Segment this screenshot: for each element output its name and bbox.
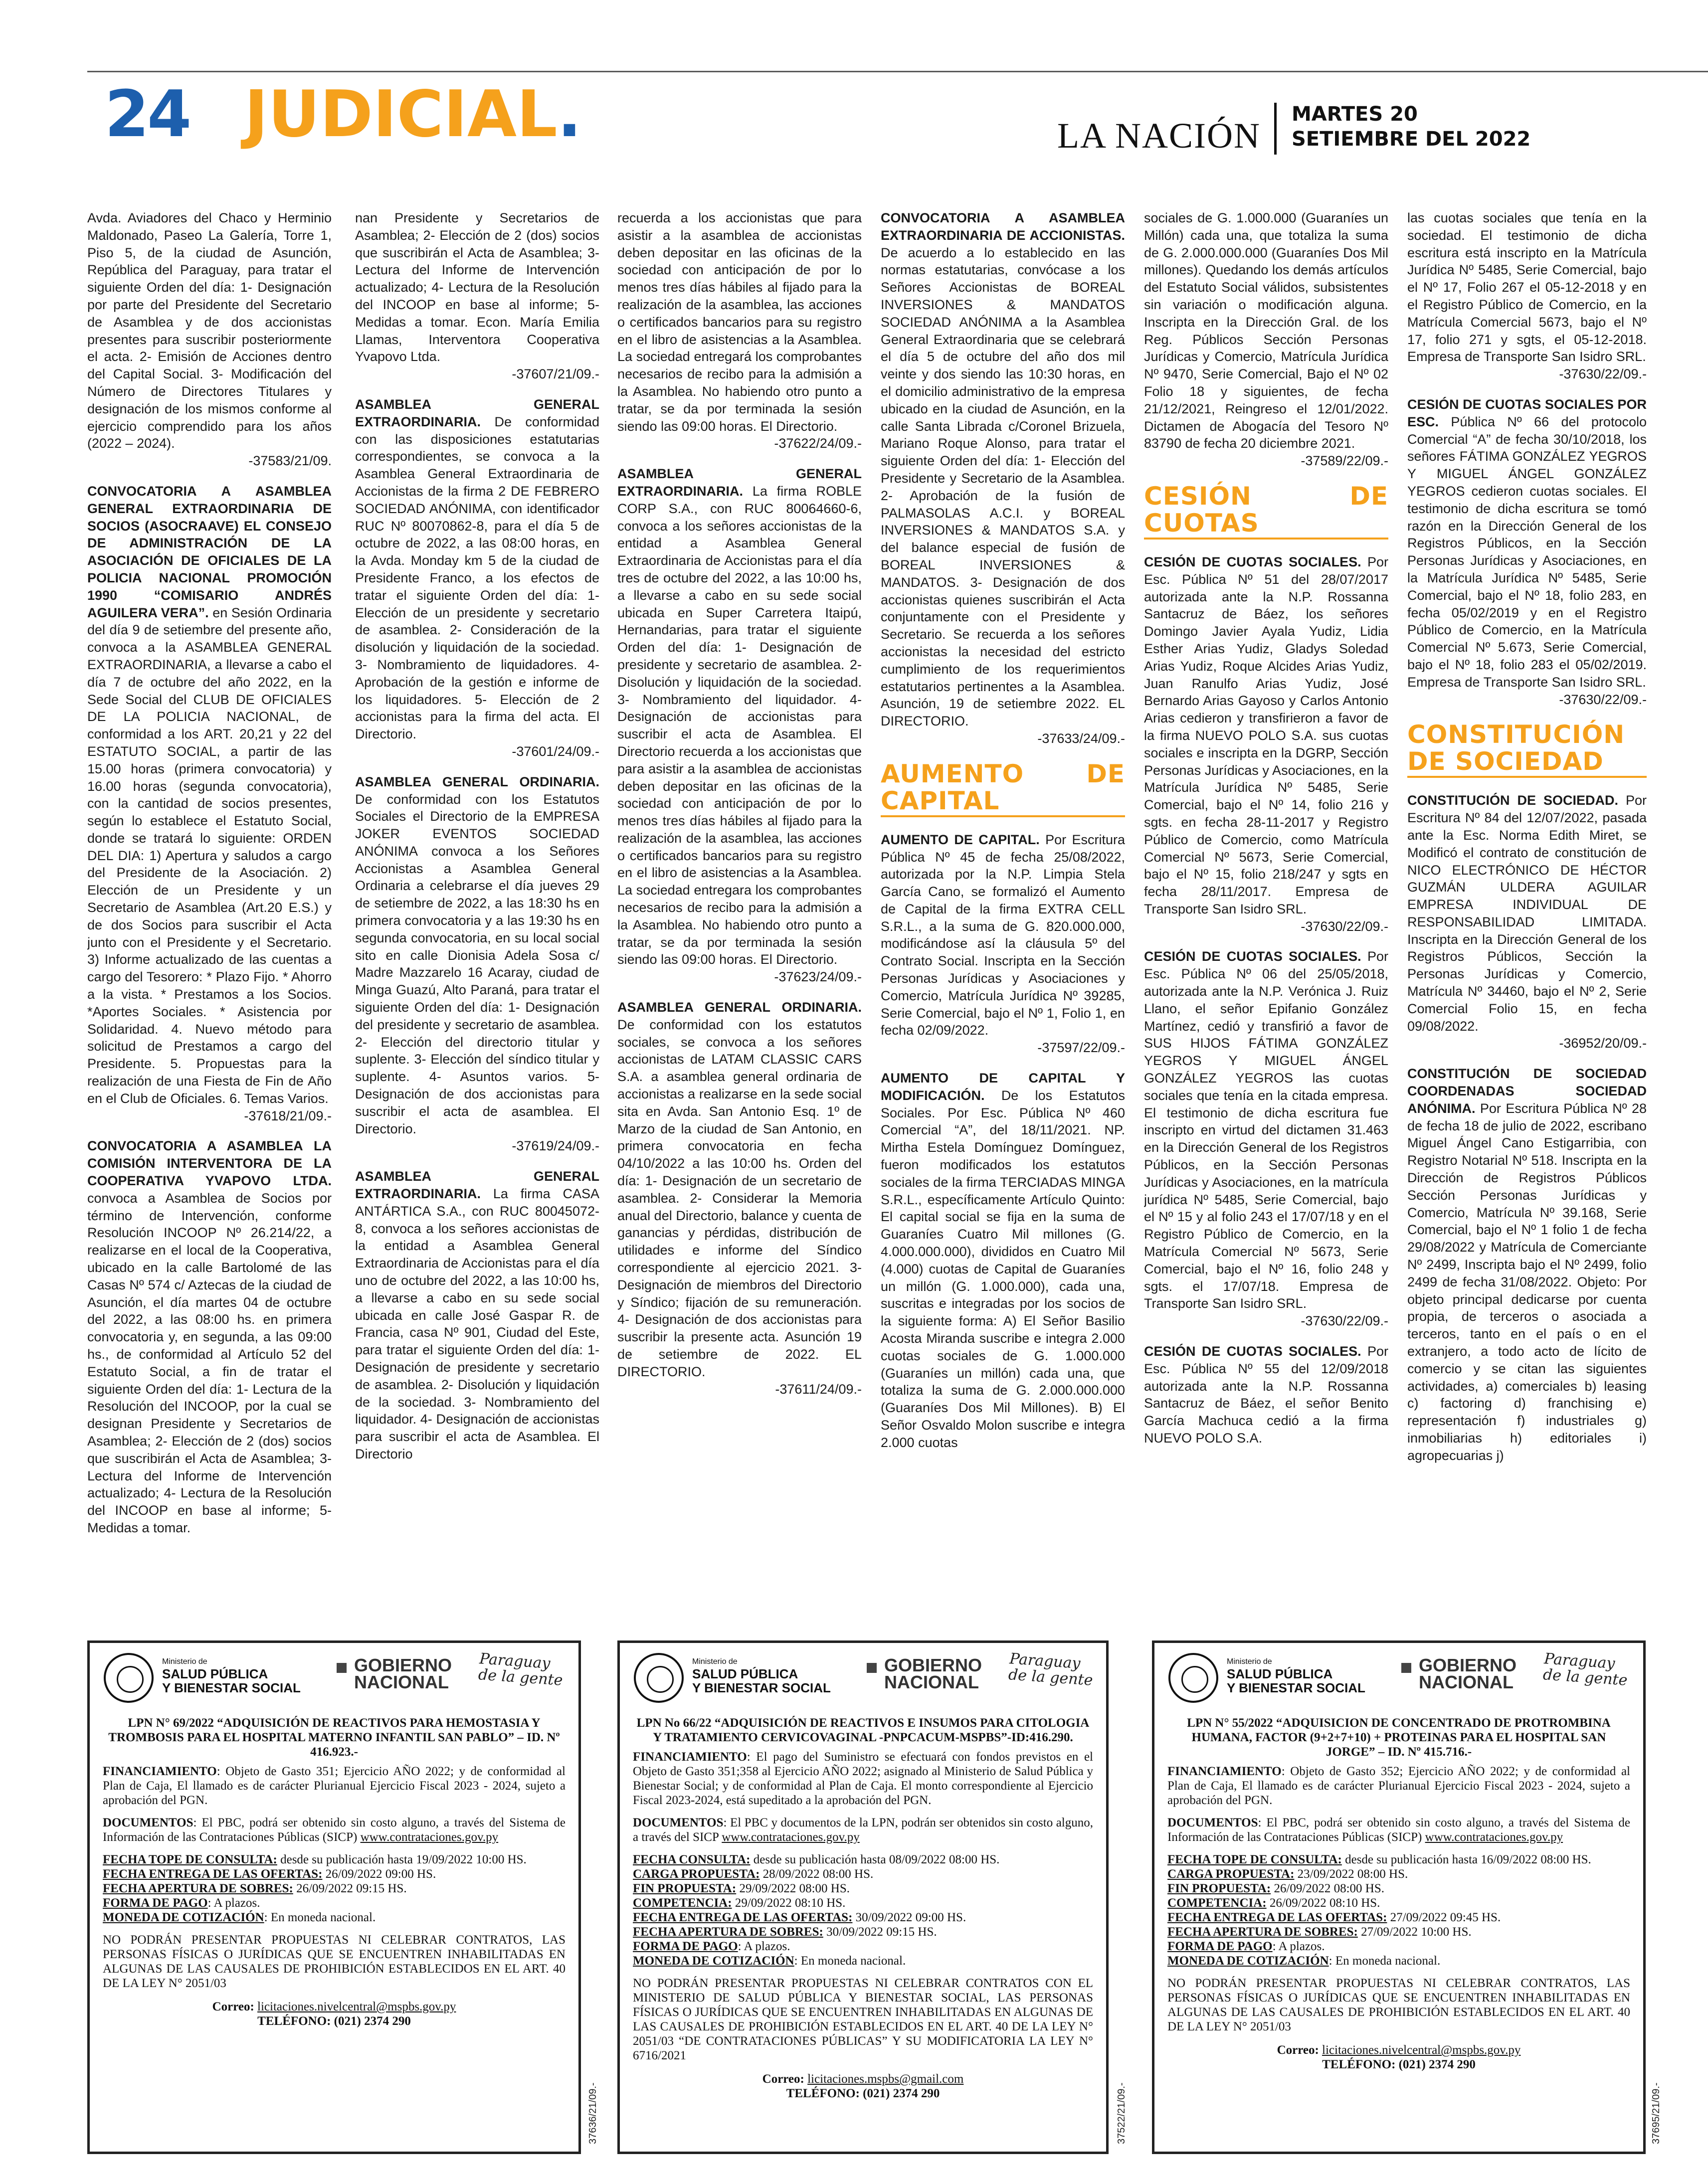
slogan-logo	[1542, 1651, 1629, 1689]
contact-info	[1167, 2043, 1630, 2072]
notice-body: De los Estatutos Sociales. Por Esc. Pública Nº 460 Comercial “A”, del 18/11/2021. NP. Mirtha Estela Domínguez Domínguez, fueron modificados los estatutos sociales de la firma TERCIADAS MINGA S.R.L., específicamente Artículo Quinto: El capital social se fija en la suma de Guaraníes Cuatro Mil millones (G. 4.000.000.000), divididos en Cuatro Mil (4.000) cuotas de Capital de Guaraníes un millón (G. 1.000.000), cada una, suscritas e integradas por los socios de la siguiente forma: A) El Señor Basilio Acosta Miranda suscribe e integra 2.000 cuotas sociales de G. 1.000.000 (Guaraníes un millón) cada una, que totaliza la suma de G. 2.000.000.000 (Guaraníes Dos Mil Millones). B) El Señor Osvaldo Molon suscribe e integra 2.000 cuotas	[881, 1088, 1125, 1450]
date-label: FORMA DE PAGO	[103, 1896, 208, 1910]
notice-body: convoca a Asamblea de Socios por término de Intervención, conforme Resolución INCOOP Nº 26.214/22, a realizarse en el local de la Cooperativa, ubicado en la calle Bartolomé de las Casas Nº 574 c/ Aztecas de la ciudad de Asunción, el día martes 04 de octubre del 2022, a las 08:00 hs. en primera convocatoria y, en segunda, a las 09:00 hs., de conformidad al Artículo 52 del Estatuto Social, a fin de tratar el siguiente Orden del día: 1- Lectura de la Resolución del INCOOP, por la cual se designan Presidente y Secretarios de Asamblea; 2- Elección de 2 (dos) socios que suscribirán el Acta de Asamblea; 3- Lectura del Informe de Intervención actualizado; 4- Lectura de la Resolución del INCOOP en base al informe; 5- Medidas a tomar.	[87, 1190, 332, 1535]
legal-notice	[355, 209, 599, 383]
column-5	[1144, 209, 1388, 1606]
notice-reference: -37630/22/09.-	[1559, 692, 1647, 707]
email-label: Correo:	[212, 2000, 258, 2013]
date-value: : A plazos.	[738, 1940, 790, 1953]
notice-reference: -37619/24/09.-	[512, 1138, 599, 1154]
legal-notice	[1407, 1065, 1647, 1464]
notice-reference: -37622/24/09.-	[774, 436, 862, 451]
tender-date-row	[103, 1852, 566, 1867]
notice-body: Por Escritura Nº 84 del 12/07/2022, pasada ante la Esc. Norma Edith Miret, se Modificó el contrato de constitución de NICO ELECTRÓNICO DE HÉCTOR GUZMÁN ULDERA AGUILAR EMPRESA INDIVIDUAL DE RESPONSABILIDAD LIMITADA. Inscripta en la Dirección General de los Registros Públicos, Sección la Personas Jurídicas y Comercio, Matrícula Nº 34460, bajo el Nº 2, Serie Comercial Folio 15, en fecha 09/08/2022.	[1407, 793, 1647, 1034]
legal-notice	[617, 209, 862, 452]
notice-body: Por Escritura Pública Nº 45 de fecha 25/08/2022, autorizada por la N.P. Limpia Stela García Cano, se formalizó el Aumento de Capital de la firma EXTRA CELL S.R.L., a la suma de G. 820.000.000, modificándose así la cláusula 5º del Contrato Social. Inscripta en la Sección Personas Jurídicas y Asociaciones y Comercio, Matrícula Jurídica Nº 39285, Serie Comercial, bajo el Nº 1, Folio 1, en fecha 02/09/2022.	[881, 832, 1125, 1038]
date-value: 30/09/2022 09:15 HS.	[823, 1925, 937, 1939]
documents-link[interactable]: www.contrataciones.gov.py	[1425, 1830, 1563, 1844]
legal-notice	[1144, 553, 1388, 935]
date-label: FECHA APERTURA DE SOBRES:	[103, 1882, 293, 1895]
date-value: : En moneda nacional.	[1328, 1954, 1441, 1968]
prohibition-warning: NO PODRÁN PRESENTAR PROPUESTAS NI CELEBRAR CONTRATOS CON EL MINISTERIO DE SALUD PÚBLICA Y BIENESTAR SOCIAL, LAS PERSONAS FÍSICAS O JURÍDICAS QUE SE ENCUENTREN INHABILITADAS EN ALGUNAS DE LAS CAUSALES DE PROHIBICIÓN ESTABLECIDOS EN EL ART. 40 DE LA LEY N° 2051/03 “DE CONTRATACIONES PÚBLICAS” Y SU MODIFICATORIA LA LEY N° 6716/2021	[633, 1977, 1093, 2062]
tender-dates	[1167, 1852, 1630, 1968]
financing-paragraph	[1167, 1764, 1630, 1808]
page-number: 24	[105, 77, 190, 152]
tender-date-row	[103, 1910, 566, 1925]
legal-notice	[87, 483, 332, 1124]
legal-notice	[1407, 209, 1647, 383]
notice-reference: -37630/22/09.-	[1559, 366, 1647, 382]
date-value: 28/09/2022 08:00 HS.	[759, 1867, 874, 1881]
date-label: FECHA ENTREGA DE LAS OFERTAS:	[633, 1911, 853, 1924]
legal-notice	[1144, 1343, 1388, 1447]
notice-title: ASAMBLEA GENERAL EXTRAORDINARIA.	[617, 466, 862, 499]
documents-link[interactable]: www.contrataciones.gov.py	[722, 1830, 860, 1844]
financing-paragraph	[103, 1764, 566, 1808]
ad-3-reference: 37695/21/09.-	[1651, 2082, 1662, 2144]
masthead-separator	[1274, 103, 1277, 155]
ministry-logo	[1227, 1657, 1365, 1695]
contact-email-line	[633, 2072, 1093, 2086]
notice-title: CONVOCATORIA A ASAMBLEA LA COMISIÓN INTERVENTORA DE LA COOPERATIVA YVAPOVO LTDA.	[87, 1138, 332, 1189]
date-value: 30/09/2022 09:00 HS.	[852, 1911, 966, 1924]
legal-notice	[1144, 209, 1388, 470]
notice-reference: -37601/24/09.-	[512, 743, 599, 759]
date-label: FECHA ENTREGA DE LAS OFERTAS:	[103, 1867, 323, 1881]
ad-header	[620, 1643, 1106, 1713]
legal-notice	[1144, 948, 1388, 1330]
ad-body	[1154, 1716, 1643, 2072]
section-title	[244, 77, 582, 152]
date-label: FORMA DE PAGO	[1167, 1940, 1273, 1953]
tender-dates	[103, 1852, 566, 1925]
notice-title: AUMENTO DE CAPITAL Y MODIFICACIÓN.	[881, 1071, 1125, 1103]
national-seal-icon	[104, 1653, 154, 1703]
date-value: 29/09/2022 08:00 HS.	[736, 1882, 850, 1895]
tender-dates	[633, 1852, 1093, 1968]
ministry-logo	[162, 1657, 301, 1695]
slogan-line-2: de la gente	[1007, 1666, 1094, 1689]
legal-notice	[881, 1070, 1125, 1452]
notice-title: CONVOCATORIA A ASAMBLEA GENERAL EXTRAORDINARIA DE SOCIOS (ASOCRAAVE) EL CONSEJO DE ADMINISTRACIÓN DE LA ASOCIACIÓN DE OFICIALES DE LA POLICIA NACIONAL PROMOCIÓN 1990 “COMISARIO ANDRÉS AGUILERA VERA”.	[87, 483, 332, 620]
tender-date-row	[633, 1910, 1093, 1925]
date-value: 29/09/2022 08:10 HS.	[732, 1896, 846, 1910]
tender-date-row	[1167, 1910, 1630, 1925]
date-value: 26/09/2022 08:00 HS.	[1271, 1882, 1384, 1895]
email-label: Correo:	[1277, 2043, 1323, 2057]
notice-title: CESIÓN DE CUOTAS SOCIALES POR ESC.	[1407, 396, 1647, 429]
notice-reference: -36952/20/09.-	[1559, 1036, 1647, 1051]
issue-date-day: MARTES 20	[1292, 103, 1418, 126]
slogan-line-2: de la gente	[1542, 1666, 1628, 1689]
ministry-name-1: SALUD PÚBLICA	[692, 1666, 798, 1681]
date-label: MONEDA DE COTIZACIÓN	[633, 1954, 794, 1968]
date-label: COMPETENCIA:	[1167, 1896, 1267, 1910]
government-logo	[1419, 1657, 1517, 1691]
email-link[interactable]: licitaciones.nivelcentral@mspbs.gov.py	[1322, 2043, 1521, 2057]
date-value: desde su publicación hasta 19/09/2022 10:00 HS.	[277, 1853, 527, 1866]
financing-text: : El pago del Suministro se efectuará con fondos previstos en el Objeto de Gasto 351;358 al Ejercicio AÑO 2022; asignado al Ministerio de Salud Pública y Bienestar Social; y de conformidad al Plan de Caja. El monto correspondiente al Ejercicio Fiscal 2023-2024, está supeditado a la aprobación del PGN.	[633, 1750, 1093, 1807]
notice-body: Avda. Aviadores del Chaco y Herminio Maldonado, Paseo La Galería, Torre 1, Piso 5, de la ciudad de Asunción, República del Paraguay, para tratar el siguiente Orden del día: 1- Designación por parte del Presidente del Secretario de Asamblea y de dos accionistas presentes para suscribir posteriormente el acta. 2- Emisión de Acciones dentro del Capital Social. 3- Modificación del Número de Directores Titulares y designación de los mismos conforme al ejercicio comprendido para los años (2022 – 2024).	[87, 210, 332, 451]
column-4	[881, 209, 1125, 1606]
date-value: : En moneda nacional.	[794, 1954, 906, 1968]
financing-label: FINANCIAMIENTO	[103, 1765, 217, 1778]
section-dot: .	[557, 77, 582, 152]
column-6	[1407, 209, 1647, 1606]
column-3	[617, 209, 862, 1606]
date-value: : A plazos.	[1272, 1940, 1325, 1953]
legal-notice	[881, 831, 1125, 1057]
notice-title: ASAMBLEA GENERAL ORDINARIA.	[355, 774, 599, 789]
notice-reference: -37607/21/09.-	[512, 366, 599, 382]
legal-notice	[1407, 792, 1647, 1052]
date-label: FECHA APERTURA DE SOBRES:	[633, 1925, 823, 1939]
date-value: : A plazos.	[207, 1896, 260, 1910]
date-label: FECHA TOPE DE CONSULTA:	[103, 1853, 277, 1866]
notice-reference: -37633/24/09.-	[1037, 730, 1125, 746]
notice-reference: -37589/22/09.-	[1301, 453, 1388, 469]
ministry-logo	[692, 1657, 831, 1695]
date-label: FECHA APERTURA DE SOBRES:	[1167, 1925, 1358, 1939]
notice-title: CONVOCATORIA A ASAMBLEA EXTRAORDINARIA DE ACCIONISTAS.	[881, 210, 1125, 243]
ministry-name-1: SALUD PÚBLICA	[1227, 1666, 1333, 1681]
government-logo	[884, 1657, 982, 1691]
contact-email-line	[103, 1999, 566, 2014]
phone-number: TELÉFONO: (021) 2374 290	[786, 2087, 940, 2100]
documents-paragraph	[1167, 1816, 1630, 1844]
notice-title: ASAMBLEA GENERAL EXTRAORDINARIA.	[355, 396, 599, 429]
legal-notice	[617, 465, 862, 986]
ad-body	[620, 1716, 1106, 2101]
notice-body: nan Presidente y Secretarios de Asamblea; 2- Elección de 2 (dos) socios que suscribirán el Acta de Asamblea; 3- Lectura del Informe de Intervención actualizado; 4- Lectura de la Resolución del INCOOP en base al informe; 5- Medidas a tomar. Econ. María Emilia Llamas, Interventora Cooperativa Yvapovo Ltda.	[355, 210, 599, 364]
notice-title: ASAMBLEA GENERAL EXTRAORDINARIA.	[355, 1169, 599, 1202]
notice-body: La firma CASA ANTÁRTICA S.A., con RUC 80045072-8, convoca a los señores accionistas de la entidad a Asamblea General Extraordinaria de Accionistas para el día uno de octubre del 2022, a las 10:00 hs, a llevarse a cabo en su sede social ubicada en calle José Gaspar R. de Francia, casa Nº 901, Ciudad del Este, para tratar el siguiente Orden del día: 1- Designación de presidente y secretario de asamblea. 2- Disolución y liquidación de la sociedad. 3- Nombramiento del liquidador. 4- Designación de accionistas para suscribir el acta de Asamblea. El Directorio	[355, 1186, 599, 1461]
government-line-2: NACIONAL	[884, 1672, 979, 1692]
notice-body: La firma ROBLE CORP S.A., con RUC 80064660-6, convoca a los señores accionistas de la entidad a Asamblea General Extraordinaria de Accionistas para el día tres de octubre del 2022, a las 10:00 hs, a llevarse a cabo en su sede social ubicada en Super Carretera Itaipú, Hernandarias, para tratar el siguiente Orden del día: 1- Designación de presidente y secretario de asamblea. 2- Disolución y liquidación de la sociedad. 3- Nombramiento del liquidador. 4- Designación de accionistas para suscribir el acta de Asamblea. El Directorio recuerda a los accionistas que para asistir a la asamblea de accionistas deben depositar en las oficinas de la sociedad con anticipación de por lo menos tres días hábiles al fijado para la realización de la asamblea, las acciones o certificados bancarios para su registro en el libro de asistencias a la Asamblea. La sociedad entregara los comprobantes necesarios de recibo para la admisión a la Asamblea. No habiendo otro punto a tratar, se da por terminada la sesión siendo las 09:00 horas. El Directorio.	[617, 483, 862, 967]
ad-2-reference: 37522/21/09.-	[1116, 2082, 1127, 2144]
documents-text: : El PBC y documentos de la LPN, podrán ser obtenidos sin costo alguno, a través del SICP	[633, 1816, 1093, 1844]
legal-notice	[1407, 396, 1647, 708]
notice-title: CESIÓN DE CUOTAS SOCIALES.	[1144, 949, 1361, 964]
legal-notice	[355, 396, 599, 760]
date-value: 26/09/2022 09:15 HS.	[293, 1882, 407, 1895]
legal-notice	[355, 1168, 599, 1463]
notice-reference: -37630/22/09.-	[1301, 918, 1388, 934]
date-label: FECHA TOPE DE CONSULTA:	[1167, 1853, 1342, 1866]
ministry-name-2: Y BIENESTAR SOCIAL	[1227, 1680, 1365, 1695]
financing-paragraph	[633, 1750, 1093, 1808]
prohibition-warning: NO PODRÁN PRESENTAR PROPUESTAS NI CELEBRAR CONTRATOS, LAS PERSONAS FÍSICAS O JURÍDICAS QUE SE ENCUENTREN INHABILITADAS EN ALGUNAS DE LAS CAUSALES DE PROHIBICIÓN ESTABLECIDOS EN EL ART. 40 DE LA LEY N° 2051/03	[1167, 1977, 1630, 2033]
notice-reference: -37583/21/09.	[248, 453, 332, 469]
legal-notice	[87, 209, 332, 470]
notice-reference: -37623/24/09.-	[774, 969, 862, 985]
notice-reference: -37630/22/09.-	[1301, 1313, 1388, 1329]
tender-date-row	[633, 1896, 1093, 1910]
column-2	[355, 209, 599, 1606]
financing-label: FINANCIAMIENTO	[633, 1750, 747, 1764]
contact-info	[103, 1999, 566, 2028]
category-heading: AUMENTO DE CAPITAL	[881, 760, 1125, 817]
documents-label: DOCUMENTOS	[103, 1816, 193, 1829]
notice-title: AUMENTO DE CAPITAL.	[881, 832, 1040, 847]
documents-link[interactable]: www.contrataciones.gov.py	[360, 1830, 499, 1844]
tender-date-row	[103, 1881, 566, 1896]
notice-body: Por Escritura Pública Nº 28 de fecha 18 de julio de 2022, escribano Miguel Ángel Cano Estigarribia, con Registro Notarial Nº 518. Inscripta en la Dirección de Registros Públicos Sección Personas Jurídicas y Comercio, Matrícula Nº 39.168, Serie Comercial, bajo el Nº 1 folio 1 de fecha 29/08/2022 y Matrícula de Comerciante Nº 2499, Inscripta bajo el Nº 2499, folio 2499 de fecha 31/08/2022. Objeto: Por objeto principal dedicarse por cuenta propia, de terceros o asociada a terceros, tanto en el país o en el extranjero, a todo acto de lícito de comercio y se citan las siguientes actividades, a) comerciales b) leasing c) factoring d) franchising e) representación f) industriales g) inmobiliarias h) editoriales i) agropecuarias j)	[1407, 1100, 1647, 1463]
documents-text: : El PBC, podrá ser obtenido sin costo alguno, a través del Sistema de Información de las Contrataciones Públicas (SICP)	[1167, 1816, 1630, 1844]
national-seal-icon	[634, 1653, 684, 1703]
tender-date-row	[633, 1954, 1093, 1968]
slogan-line-2: de la gente	[477, 1666, 564, 1689]
tender-date-row	[633, 1881, 1093, 1896]
date-value: 23/09/2022 08:00 HS.	[1294, 1867, 1408, 1881]
phone-number: TELÉFONO: (021) 2374 290	[257, 2014, 411, 2028]
date-value: 26/09/2022 08:10 HS.	[1266, 1896, 1380, 1910]
notice-body: De acuerdo a lo establecido en las normas estatutarias, convócase a los Señores Accionistas de BOREAL INVERSIONES & MANDATOS SOCIEDAD ANÓNIMA a la Asamblea General Extraordinaria que se celebrará el día 5 de octubre del año dos mil veinte y dos siendo las 10:30 horas, en el domicilio administrativo de la empresa ubicado en la ciudad de Asunción, en la calle Santa Librada c/Coronel Brizuela, Mariano Roque Alonso, para tratar el siguiente Orden del día: 1- Elección del Presidente y Secretario de la Asamblea. 2- Aprobación de la fusión de PALMASOLAS A.C.I. y BOREAL INVERSIONES & MANDATOS S.A. y del balance especial de fusión de BOREAL INVERSIONES & MANDATOS. 3- Designación de dos accionistas quienes suscribirán el Acta conjuntamente con el Presidente y Secretario. Se recuerda a los señores accionistas la necesidad del estricto cumplimiento de los requerimientos estatutarios pertinentes a la Asamblea. Asunción, 19 de setiembre 2022. EL DIRECTORIO.	[881, 245, 1125, 729]
slogan-logo	[478, 1651, 565, 1689]
tender-date-row	[633, 1852, 1093, 1867]
tender-date-row	[103, 1867, 566, 1881]
newspaper-masthead: LA NACIÓN	[1057, 116, 1261, 156]
tender-ad-2	[617, 1640, 1109, 2154]
slogan-logo	[1008, 1651, 1095, 1689]
notice-title: CESIÓN DE CUOTAS SOCIALES.	[1144, 1344, 1361, 1359]
legal-notice	[881, 209, 1125, 747]
tender-title: LPN N° 69/2022 “ADQUISICIÓN DE REACTIVOS PARA HEMOSTASIA Y TROMBOSIS PARA EL HOSPITAL MATERNO INFANTIL SAN PABLO” – ID. Nº 416.923.-	[108, 1716, 560, 1759]
ad-1-reference: 37636/21/09.-	[587, 2082, 598, 2144]
government-line-1: GOBIERNO	[1419, 1655, 1517, 1675]
documents-paragraph	[633, 1816, 1093, 1844]
slogan-line-1: Paraguay	[1009, 1650, 1081, 1673]
column-1	[87, 209, 332, 1606]
ad-body	[90, 1716, 578, 2028]
tender-date-row	[1167, 1881, 1630, 1896]
category-heading: CONSTITUCIÓN DE SOCIEDAD	[1407, 721, 1647, 778]
ministry-small: Ministerio de	[692, 1657, 738, 1666]
government-line-2: NACIONAL	[1419, 1672, 1514, 1692]
notice-body: recuerda a los accionistas que para asistir a la asamblea de accionistas deben depositar en las oficinas de la sociedad con anticipación de por lo menos tres días hábiles al fijado para la realización de la asamblea, las acciones o certificados bancarios para su registro en el libro de asistencias a la Asamblea. La sociedad entregará los comprobantes necesarios de recibo para la admisión a la Asamblea. No habiendo otro punto a tratar, se da por terminada la sesión siendo las 09:00 horas. El Directorio.	[617, 210, 862, 434]
notice-title: ASAMBLEA GENERAL ORDINARIA.	[617, 1000, 862, 1015]
date-label: FIN PROPUESTA:	[1167, 1882, 1271, 1895]
contact-info	[633, 2072, 1093, 2101]
ministry-small: Ministerio de	[1227, 1657, 1272, 1666]
ministry-name-2: Y BIENESTAR SOCIAL	[692, 1680, 831, 1695]
tender-ad-1	[87, 1640, 581, 2154]
notice-body: Pública Nº 66 del protocolo Comercial “A” de fecha 30/10/2018, los señores FÁTIMA GONZÁLEZ YEGROS Y MIGUEL ÁNGEL GONZÁLEZ YEGROS cedieron cuotas sociales. El testimonio de dicha escritura se tomó razón en la Dirección General de los Registros Públicos, en la Sección Personas Jurídicas y Asociaciones, en la Matrícula Jurídica Nº 5485, Serie Comercial, bajo el Nº 18, folio 283, en fecha 05/02/2019 y en el Registro Público de Comercio, en la Matrícula Comercial Nº 5.673, Serie Comercial, bajo el Nº 18, folio 283 el 05/02/2019. Empresa de Transporte San Isidro SRL.	[1407, 414, 1647, 690]
date-value: desde su publicación hasta 08/09/2022 08:00 HS.	[750, 1853, 1000, 1866]
email-link[interactable]: licitaciones.mspbs@gmail.com	[807, 2072, 964, 2086]
date-label: FIN PROPUESTA:	[633, 1882, 737, 1895]
notice-title: CESIÓN DE CUOTAS SOCIALES.	[1144, 554, 1361, 569]
tender-date-row	[1167, 1954, 1630, 1968]
email-label: Correo:	[762, 2072, 808, 2086]
date-label: CARGA PROPUESTA:	[1167, 1867, 1295, 1881]
government-line-1: GOBIERNO	[884, 1655, 982, 1675]
ministry-name-2: Y BIENESTAR SOCIAL	[162, 1680, 301, 1695]
legal-notice	[355, 773, 599, 1155]
ministry-small: Ministerio de	[162, 1657, 207, 1666]
header-rule	[87, 71, 1708, 72]
national-seal-icon	[1168, 1653, 1218, 1703]
notice-body: Por Esc. Pública Nº 51 del 28/07/2017 autorizada ante la N.P. Rossanna Santacruz de Báez, los señores Domingo Javier Ayala Yudiz, Lidia Esther Arias Yudiz, Gladys Soledad Arias Yudiz, Roque Alcides Arias Yudiz, Juan Ranulfo Arias Yudiz, José Bernardo Arias Gayoso y Carlos Antonio Arias cedieron y transfirieron a favor de la firma NUEVO POLO S.A. sus cuotas sociales e inscripta en la DGRP, Sección Personas Jurídicas y Asociaciones, en la Matrícula Jurídica Nº 5485, Serie Comercial, bajo el Nº 14, folio 216 y sgts. en fecha 28-11-2017 y Registro Público de Comercio, como Matrícula Comercial Nº 5673, Serie Comercial, bajo el Nº 15, folio 218/247 y sgts en fecha 28/11/2017. Empresa de Transporte San Isidro SRL.	[1144, 554, 1388, 916]
notice-reference: -37597/22/09.-	[1037, 1040, 1125, 1056]
notice-body: Por Esc. Pública Nº 06 del 25/05/2018, autorizada ante la N.P. Verónica J. Ruiz Llano, el señor Epifanio González Martínez, cedió y transfirió a favor de SUS HIJOS FÁTIMA GONZÁLEZ YEGROS Y MIGUEL ÁNGEL GONZÁLEZ YEGROS las cuotas sociales que tenía en la citada empresa. El testimonio de dicha escritura fue inscripto en virtud del dictamen 31.463 en la Dirección General de los Registros Públicos, en la Sección Personas Jurídicas y Asociaciones, en la matrícula jurídica Nº 5485, Serie Comercial, bajo el Nº 15 y al folio 243 el 17/07/18 y en el Registro Público de Comercio, en la Matrícula Comercial Nº 5673, Serie Comercial, bajo el Nº 16, folio 248 y sgts. el 17/07/18. Empresa de Transporte San Isidro SRL.	[1144, 949, 1388, 1311]
tender-date-row	[633, 1925, 1093, 1939]
tender-ad-3	[1152, 1640, 1646, 2154]
financing-text: : Objeto de Gasto 352; Ejercicio AÑO 2022; y de conformidad al Plan de Caja, El llamado es de carácter Plurianual Ejercicio Fiscal 2023 - 2024, sujeto a aprobación del PGN.	[1167, 1765, 1630, 1807]
contact-email-line	[1167, 2043, 1630, 2057]
tender-title: LPN N° 55/2022 “ADQUISICION DE CONCENTRADO DE PROTROMBINA HUMANA, FACTOR (9+2+7+10) + PROTEINAS PARA EL HOSPITAL SAN JORGE” – ID. Nº 415.716.-	[1187, 1716, 1611, 1759]
tender-date-row	[103, 1896, 566, 1910]
prohibition-warning: NO PODRÁN PRESENTAR PROPUESTAS NI CELEBRAR CONTRATOS, LAS PERSONAS FÍSICAS O JURÍDICAS QUE SE ENCUENTREN INHABILITADAS EN ALGUNAS DE LAS CAUSALES DE PROHIBICIÓN ESTABLECIDOS EN EL ART. 40 DE LA LEY N° 2051/03	[103, 1933, 566, 1990]
notice-reference: -37618/21/09.-	[244, 1108, 332, 1123]
section-name: JUDICIAL	[244, 77, 558, 152]
notice-body: en Sesión Ordinaria del día 9 de setiembre del presente año, convoca a la ASAMBLEA GENERAL EXTRAORDINARIA, a llevarse a cabo el día 7 de octubre del año 2022, en la Sede Social del CLUB DE OFICIALES DE LA POLICIA NACIONAL, de conformidad a los ART. 20,21 y 22 del ESTATUTO SOCIAL, a partir de las 15.00 horas (primera convocatoria) y 16.00 horas (segunda convocatoria), con la cantidad de socios presentes, según lo establece el Estatuto Social, donde se tratará lo siguiente: ORDEN DEL DIA: 1) Apertura y saludos a cargo del Presidente de la Asociación. 2) Elección de un Presidente y un Secretario de Asamblea (Art.20 E.S.) y de dos Socios para suscribir el Acta junto con el Presidente y el Secretario. 3) Informe actualizado de las cuentas a cargo del Tesorero: * Plazo Fijo. * Ahorro a la vista. * Prestamos a los Socios. *Aportes Sociales. * Asistencia por Solidaridad. 4. Nuevo método para solicitud de Prestamos a cargo del Presidente. 5. Propuestas para la realización de una Fiesta de Fin de Año en el Club de Oficiales. 6. Temas Varios.	[87, 605, 332, 1106]
notice-body: las cuotas sociales que tenía en la sociedad. El testimonio de dicha escritura está inscripto en la Matrícula Jurídica Nº 5485, Serie Comercial, bajo el Nº 17, Folio 267 el 05-12-2018 y en el Registro Público de Comercio, en la Matrícula Comercial 5673, bajo el Nº 17, folio 271 y sgts, el 05-12-2018. Empresa de Transporte San Isidro SRL.	[1407, 210, 1647, 364]
documents-label: DOCUMENTOS	[633, 1816, 724, 1829]
date-label: COMPETENCIA:	[633, 1896, 732, 1910]
notice-body: sociales de G. 1.000.000 (Guaraníes un Millón) cada una, que totaliza la suma de G. 2.000.000.000 (Guaraníes Dos Mil millones). Quedando los demás artículos del Estatuto Social válidos, subsistentes sin variación o modificación alguna. Inscripta en la Dirección Gral. de los Reg. Públicos Sección Personas Jurídicas y Comercio, Matrícula Jurídica Nº 9470, Serie Comercial, Bajo el Nº 02 Folio 18 y siguientes, de fecha 21/12/2021, Reingreso el 12/01/2022. Dictamen de Abogacía del Tesoro Nº 83790 de fecha 20 diciembre 2021.	[1144, 210, 1388, 451]
date-label: FECHA ENTREGA DE LAS OFERTAS:	[1167, 1911, 1387, 1924]
documents-label: DOCUMENTOS	[1167, 1816, 1258, 1829]
date-label: FORMA DE PAGO	[633, 1940, 738, 1953]
tender-date-row	[1167, 1852, 1630, 1867]
date-value: 27/09/2022 09:45 HS.	[1387, 1911, 1501, 1924]
phone-number: TELÉFONO: (021) 2374 290	[1322, 2058, 1476, 2071]
date-label: MONEDA DE COTIZACIÓN	[103, 1911, 264, 1924]
date-value: 26/09/2022 09:00 HS.	[322, 1867, 436, 1881]
date-label: CARGA PROPUESTA:	[633, 1867, 760, 1881]
ad-header	[1154, 1643, 1643, 1713]
tender-date-row	[1167, 1896, 1630, 1910]
notice-body: De conformidad con los Estatutos Sociales el Directorio de la EMPRESA JOKER EVENTOS SOCIEDAD ANÓNIMA convoca a los Señores Accionistas a Asamblea General Ordinaria a celebrarse el día jueves 29 de setiembre de 2022, a las 18:30 hs en primera convocatoria y a las 19:30 hs en segunda convocatoria, en su local social sito en calle Dionisia Adela Sosa c/ Madre Mazzarelo 16 Acaray, ciudad de Minga Guazú, Alto Paraná, para tratar el siguiente Orden del día: 1- Designación del presidente y secretario de asamblea. 2- Elección del directorio titular y suplente. 3- Elección del síndico titular y suplente. 4- Asuntos varios. 5- Designación de dos accionistas para suscribir el acta de asamblea. El Directorio.	[355, 791, 599, 1136]
slogan-line-1: Paraguay	[479, 1650, 551, 1673]
date-label: MONEDA DE COTIZACIÓN	[1167, 1954, 1329, 1968]
government-line-2: NACIONAL	[354, 1672, 449, 1692]
date-value: desde su publicación hasta 16/09/2022 08:00 HS.	[1341, 1853, 1591, 1866]
financing-label: FINANCIAMIENTO	[1167, 1765, 1282, 1778]
date-label: FECHA CONSULTA:	[633, 1853, 751, 1866]
tender-date-row	[1167, 1867, 1630, 1881]
issue-date	[1292, 102, 1530, 152]
notice-reference: -37611/24/09.-	[775, 1381, 862, 1397]
tender-date-row	[1167, 1939, 1630, 1954]
ministry-name-1: SALUD PÚBLICA	[162, 1666, 268, 1681]
notice-body: De conformidad con los estatutos sociales, se convoca a los señores accionistas de LATAM CLASSIC CARS S.A. a asamblea general ordinaria de accionistas a realizarse en la sede social sita en Avda. San Antonio Esq. 1º de Marzo de la ciudad de San Antonio, en primera convocatoria en fecha 04/10/2022 a las 10:00 hs. Orden del día: 1- Designación de un secretario de asamblea. 2- Considerar la Memoria anual del Directorio, balance y cuenta de ganancias y pérdidas, distribución de utilidades e informe del Síndico correspondiente al ejercicio 2021. 3- Designación de miembros del Directorio y Síndico; fijación de su remuneración. 4- Designación de dos accionistas para suscribir la presente acta. Asunción 19 de setiembre de 2022. EL DIRECTORIO.	[617, 1017, 862, 1379]
date-value: 27/09/2022 10:00 HS.	[1357, 1925, 1472, 1939]
tender-date-row	[1167, 1925, 1630, 1939]
email-link[interactable]: licitaciones.nivelcentral@mspbs.gov.py	[257, 2000, 456, 2013]
legal-notice	[87, 1137, 332, 1536]
government-line-1: GOBIERNO	[354, 1655, 452, 1675]
financing-text: : Objeto de Gasto 351; Ejercicio AÑO 2022; y de conformidad al Plan de Caja, El llamado es de carácter Plurianual Ejercicio Fiscal 2023 - 2024, sujeto a aprobación del PGN.	[103, 1765, 566, 1807]
notice-title: CONSTITUCIÓN DE SOCIEDAD.	[1407, 793, 1618, 808]
legal-notice	[617, 999, 862, 1398]
slogan-line-1: Paraguay	[1543, 1650, 1616, 1673]
notice-body: De conformidad con las disposiciones estatutarias correspondientes, se convoca a la Asamblea General Extraordinaria de Accionistas de la firma 2 DE FEBRERO SOCIEDAD ANÓNIMA, con identificador RUC Nº 80070862-8, para el día 5 de octubre de 2022, a las 08:00 horas, en la Avda. Monday km 5 de la ciudad de Presidente Franco, a los efectos de tratar el siguiente Orden del día: 1- Elección de un presidente y secretario de asamblea. 2- Consideración de la disolución y liquidación de la sociedad. 3- Nombramiento de liquidadores. 4- Aprobación de la gestión e informe de los liquidadores. 5- Elección de 2 accionistas para la firma del acta. El Directorio.	[355, 414, 599, 742]
government-square-icon	[1401, 1663, 1411, 1673]
notice-title: CONSTITUCIÓN DE SOCIEDAD COORDENADAS SOCIEDAD ANÓNIMA.	[1407, 1066, 1647, 1116]
category-heading: CESIÓN DE CUOTAS	[1144, 483, 1388, 540]
date-value: : En moneda nacional.	[264, 1911, 376, 1924]
government-square-icon	[867, 1663, 877, 1673]
documents-paragraph	[103, 1816, 566, 1844]
tender-date-row	[633, 1939, 1093, 1954]
ad-header	[90, 1643, 578, 1713]
tender-title: LPN No 66/22 “ADQUISICIÓN DE REACTIVOS E INSUMOS PARA CITOLOGIA Y TRATAMIENTO CERVICOVAGINAL -PNPCACUM-MSPBS”-ID:416.290.	[636, 1716, 1090, 1744]
documents-text: : El PBC, podrá ser obtenido sin costo alguno, a través del Sistema de Información de las Contrataciones Públicas (SICP)	[103, 1816, 566, 1844]
notice-body: Por Esc. Pública Nº 55 del 12/09/2018 autorizada ante la N.P. Rossanna Santacruz de Báez, el señor Benito García Machuca cedió a la firma NUEVO POLO S.A.	[1144, 1344, 1388, 1446]
government-square-icon	[337, 1663, 347, 1673]
issue-date-month: SETIEMBRE DEL 2022	[1292, 128, 1531, 151]
government-logo	[354, 1657, 452, 1691]
tender-date-row	[633, 1867, 1093, 1881]
